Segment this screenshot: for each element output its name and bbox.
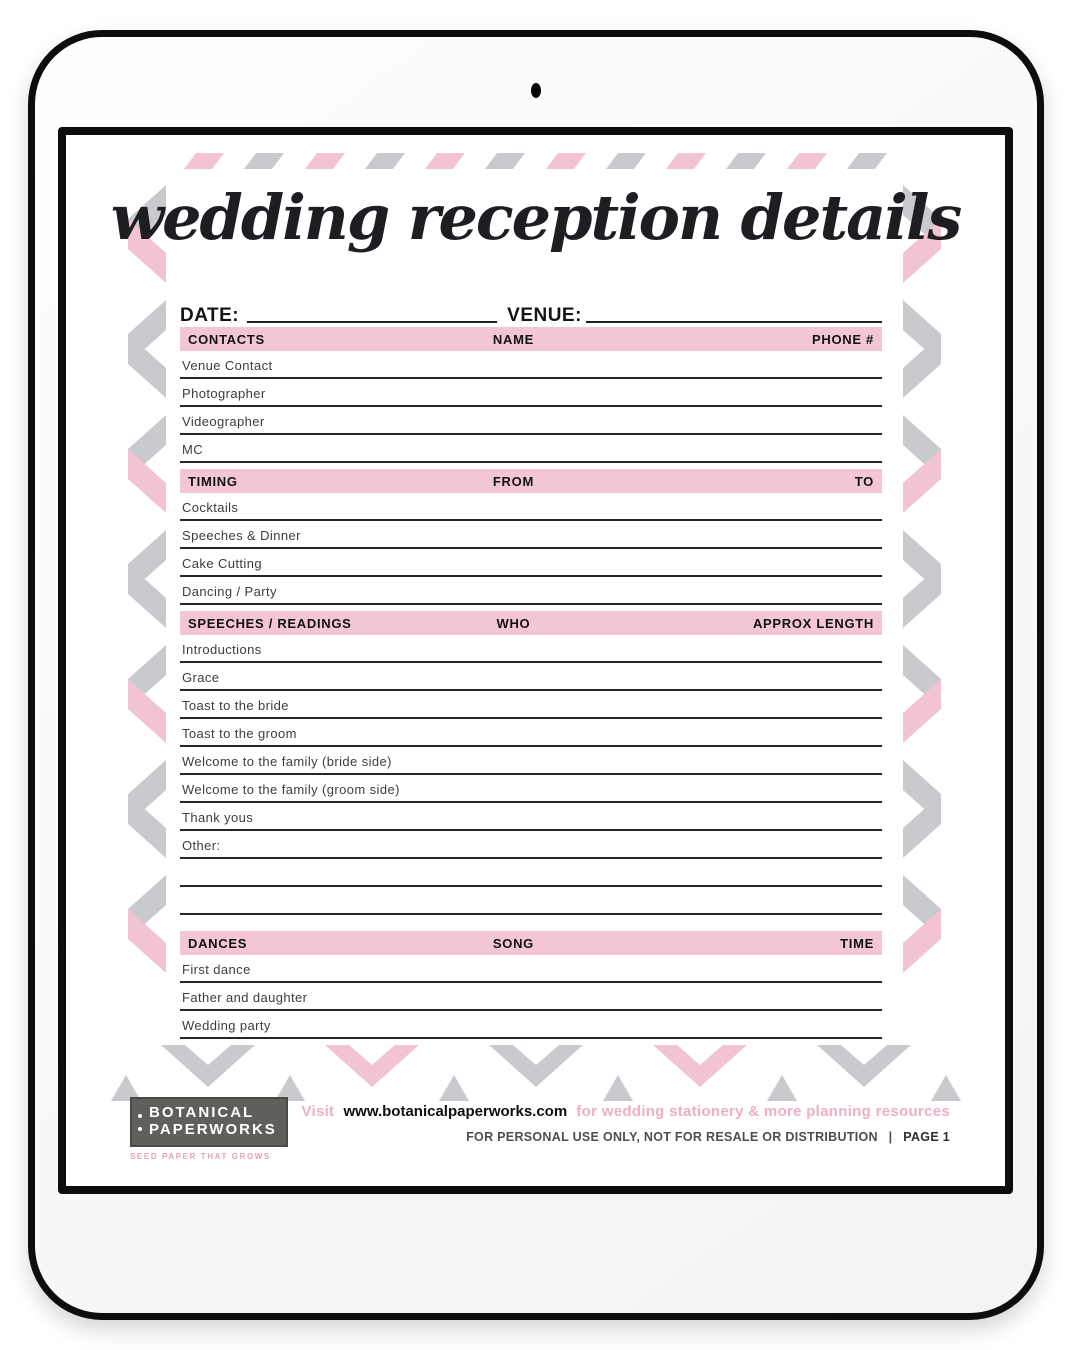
row-label: Videographer [182,414,265,429]
table-row[interactable] [180,1011,882,1039]
section-dances [180,931,882,1039]
table-row[interactable] [180,521,882,549]
triangle-icon [603,1075,633,1101]
row-label: Other: [182,838,221,853]
logo-line2: PAPERWORKS [149,1120,277,1138]
front-camera-icon [531,83,541,98]
chevron-fragment-icon [903,296,941,402]
chevron-fragment-icon [903,641,941,747]
page-number: PAGE 1 [903,1130,950,1144]
chevron-dash-icon [485,153,525,169]
visit-line [301,1103,950,1120]
page-title: wedding reception details [110,181,961,254]
chevron-v-icon [817,1045,911,1097]
date-field-label: DATE: [180,305,240,326]
chevron-border-bottom [66,1043,1005,1101]
row-label: Dancing / Party [182,584,277,599]
chevron-dash-icon [305,153,345,169]
column-header-right: TO [854,474,874,489]
footer-text [301,1103,950,1144]
chevron-fragment-icon [128,296,166,402]
visit-prefix: Visit [301,1103,335,1120]
chevron-dash-icon [244,153,284,169]
column-header-left: CONTACTS [188,332,265,347]
row-label: Cake Cutting [182,556,262,571]
column-header-middle: SONG [492,936,534,951]
tablet-screen [58,127,1013,1194]
row-label: Speeches & Dinner [182,528,301,543]
chevron-border-right [903,181,941,977]
row-label: Thank yous [182,810,254,825]
chevron-border-left [128,181,166,977]
column-header-left: TIMING [188,474,238,489]
row-label: Grace [182,670,220,685]
table-row[interactable] [180,747,882,775]
row-label: Welcome to the family (bride side) [182,754,392,769]
chevron-v-icon [325,1045,419,1097]
chevron-v-icon [489,1045,583,1097]
logo-stamp [130,1097,288,1147]
chevron-fragment-icon [128,756,166,862]
visit-suffix: for wedding stationery & more planning resources [576,1103,950,1120]
chevron-fragment-icon [128,641,166,747]
row-label: First dance [182,962,251,977]
chevron-dash-icon [365,153,405,169]
triangle-icon [931,1075,961,1101]
table-row[interactable] [180,379,882,407]
worksheet-page [66,135,1005,1186]
table-row[interactable] [180,407,882,435]
table-row[interactable] [180,955,882,983]
venue-write-line[interactable] [586,319,882,323]
date-write-line[interactable] [247,319,497,323]
table-row[interactable] [180,887,882,915]
section-contacts [180,327,882,463]
chevron-dash-icon [726,153,766,169]
column-header-right: PHONE # [812,332,874,347]
section-timing [180,469,882,605]
section-header-speeches-readings [180,611,882,635]
chevron-dash-icon [666,153,706,169]
row-label: Cocktails [182,500,239,515]
column-header-middle: WHO [496,616,531,631]
worksheet-sections [180,327,882,1039]
chevron-v-icon [161,1045,255,1097]
logo-line1: BOTANICAL [149,1104,255,1121]
column-header-middle: NAME [492,332,534,347]
chevron-fragment-icon [128,871,166,977]
table-row[interactable] [180,635,882,663]
chevron-dash-icon [546,153,586,169]
section-header-dances [180,931,882,955]
chevron-dash-icon [184,153,224,169]
chevron-v-icon [653,1045,747,1097]
table-row[interactable] [180,663,882,691]
table-row[interactable] [180,719,882,747]
table-row[interactable] [180,803,882,831]
legal-separator: | [888,1130,893,1144]
table-row[interactable] [180,691,882,719]
tablet-frame [28,30,1044,1320]
column-header-right: TIME [840,936,874,951]
table-row[interactable] [180,493,882,521]
section-speeches-readings [180,611,882,915]
legal-text: FOR PERSONAL USE ONLY, NOT FOR RESALE OR DISTRIBUTION [466,1130,878,1144]
row-label: MC [182,442,204,457]
row-label: Father and daughter [182,990,308,1005]
table-row[interactable] [180,831,882,859]
triangle-icon [767,1075,797,1101]
table-row[interactable] [180,859,882,887]
chevron-fragment-icon [903,411,941,517]
table-row[interactable] [180,351,882,379]
row-label: Photographer [182,386,266,401]
logo-tagline: SEED PAPER THAT GROWS [130,1151,271,1161]
section-header-contacts [180,327,882,351]
column-header-left: DANCES [188,936,248,951]
chevron-dash-icon [847,153,887,169]
chevron-dash-icon [606,153,646,169]
row-label: Venue Contact [182,358,273,373]
table-row[interactable] [180,549,882,577]
website-url: www.botanicalpaperworks.com [343,1103,568,1120]
table-row[interactable] [180,577,882,605]
table-row[interactable] [180,983,882,1011]
date-venue-row [180,299,882,325]
column-header-right: APPROX LENGTH [752,616,874,631]
table-row[interactable] [180,775,882,803]
row-label: Wedding party [182,1018,271,1033]
chevron-border-top [184,153,887,169]
column-header-middle: FROM [492,474,534,489]
chevron-fragment-icon [903,756,941,862]
chevron-fragment-icon [128,411,166,517]
table-row[interactable] [180,435,882,463]
legal-line [301,1130,950,1144]
chevron-fragment-icon [903,871,941,977]
chevron-dash-icon [425,153,465,169]
row-label: Toast to the groom [182,726,297,741]
triangle-icon [439,1075,469,1101]
chevron-fragment-icon [128,526,166,632]
chevron-fragment-icon [903,526,941,632]
chevron-dash-icon [787,153,827,169]
row-label: Introductions [182,642,262,657]
row-label: Welcome to the family (groom side) [182,782,400,797]
row-label: Toast to the bride [182,698,289,713]
botanical-paperworks-logo [130,1097,320,1161]
section-header-timing [180,469,882,493]
venue-field-label: VENUE: [507,305,582,326]
column-header-left: SPEECHES / READINGS [188,616,352,631]
